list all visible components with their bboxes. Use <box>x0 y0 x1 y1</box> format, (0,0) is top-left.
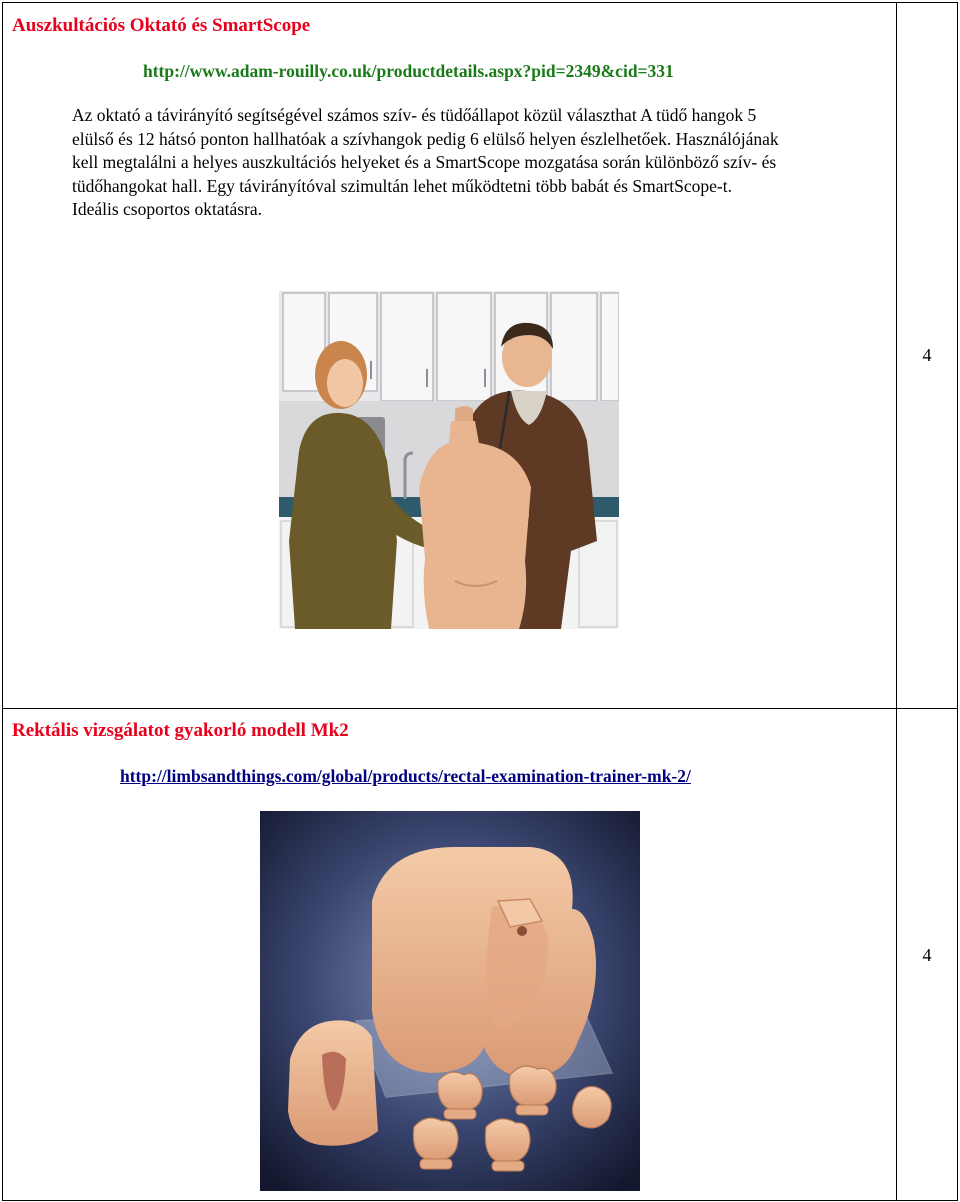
description-line: tüdőhangokat hall. Egy távirányítóval szimultán lehet működtetni több babát és SmartScope-t. <box>72 175 732 196</box>
product-title: Rektális vizsgálatot gyakorló modell Mk2 <box>12 720 349 741</box>
product-link[interactable]: http://limbsandthings.com/global/products/rectal-examination-trainer-mk-2/ <box>120 766 691 786</box>
description-line: Az oktató a távirányító segítségével számos szív- és tüdőállapot közül választhat A tüdő hangok 5 <box>72 105 757 125</box>
description-line: kell megtalálni a helyes auszkultációs helyeket és a SmartScope mozgatása során különböző szív- és <box>72 152 777 172</box>
product-title: Auszkultációs Oktató és SmartScope <box>12 15 311 36</box>
description-line: elülső és 12 hátsó ponton hallhatóak a szívhangok pedig 6 elülső helyen észlelhetőek. Használójának <box>72 128 779 149</box>
quantity-number: 4 <box>922 945 932 965</box>
description-line: Ideális csoportos oktatásra. <box>72 199 263 219</box>
quantity-number: 4 <box>922 345 932 365</box>
product-description <box>72 104 892 222</box>
rectal-trainer-photo <box>260 811 640 1191</box>
auscultation-trainer-photo <box>279 291 619 629</box>
product-link[interactable]: http://www.adam-rouilly.co.uk/productdetails.aspx?pid=2349&cid=331 <box>143 61 674 81</box>
